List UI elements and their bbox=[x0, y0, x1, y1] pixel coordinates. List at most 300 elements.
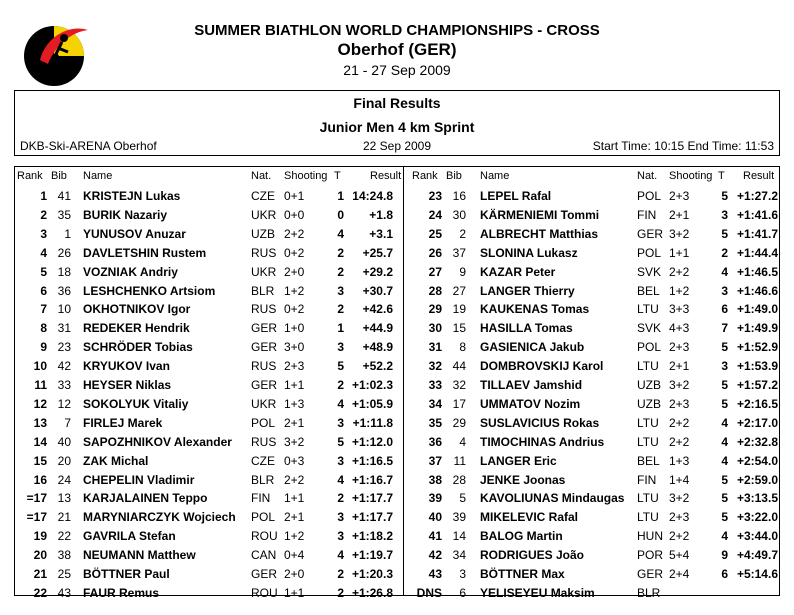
cell-name: LESHCHENKO Artsiom bbox=[83, 283, 216, 298]
cell-nat: GER bbox=[637, 567, 664, 581]
cell-shooting: 2+3 bbox=[669, 189, 690, 203]
cell-result: +1:49.9 bbox=[736, 321, 778, 336]
cell-nat: POL bbox=[637, 189, 662, 203]
cell-nat: UZB bbox=[637, 378, 661, 392]
cell-rank: 9 bbox=[40, 340, 47, 355]
results-table bbox=[14, 166, 780, 600]
table-row bbox=[404, 414, 780, 433]
table-row bbox=[404, 282, 780, 301]
cell-result: +1:26.8 bbox=[351, 585, 393, 600]
cell-shooting: 4+3 bbox=[669, 321, 690, 336]
cell-name: ALBRECHT Matthias bbox=[480, 226, 599, 241]
cell-result: +25.7 bbox=[362, 245, 393, 260]
cell-rank: 30 bbox=[428, 321, 442, 336]
header-result: Result bbox=[370, 170, 402, 182]
cell-nat: BLR bbox=[637, 585, 661, 600]
cell-result: +1:17.7 bbox=[351, 491, 393, 506]
cell-t: 2 bbox=[337, 264, 344, 279]
cell-result: +2:32.8 bbox=[736, 434, 778, 449]
cell-t: 9 bbox=[721, 548, 728, 563]
cell-bib: 16 bbox=[452, 189, 466, 203]
table-row bbox=[15, 376, 403, 395]
cell-bib: 22 bbox=[57, 529, 71, 544]
cell-bib: 2 bbox=[459, 226, 466, 241]
cell-nat: UZB bbox=[637, 396, 661, 411]
cell-result: +4:49.7 bbox=[736, 548, 778, 563]
cell-shooting: 5+4 bbox=[669, 548, 690, 563]
cell-t: 4 bbox=[721, 453, 728, 468]
cell-shooting: 1+2 bbox=[669, 283, 690, 298]
cell-shooting: 0+2 bbox=[284, 302, 305, 317]
cell-result: +1:46.5 bbox=[736, 264, 778, 279]
cell-bib: 26 bbox=[57, 245, 71, 260]
cell-nat: LTU bbox=[637, 415, 659, 430]
venue-title: Oberhof (GER) bbox=[337, 40, 457, 59]
cell-rank: 15 bbox=[33, 453, 47, 468]
cell-bib: 7 bbox=[64, 415, 71, 430]
cell-rank: 14 bbox=[33, 434, 47, 449]
cell-rank: 25 bbox=[428, 226, 442, 241]
cell-result: +42.6 bbox=[362, 302, 393, 317]
cell-t: 1 bbox=[337, 321, 344, 336]
cell-nat: BLR bbox=[251, 472, 275, 487]
cell-name: TIMOCHINAS Andrius bbox=[480, 434, 605, 449]
table-header bbox=[15, 168, 403, 187]
cell-rank: 19 bbox=[33, 529, 47, 544]
cell-name: KAVOLIUNAS Mindaugas bbox=[480, 491, 625, 506]
cell-result: +2:17.0 bbox=[736, 415, 778, 430]
table-row bbox=[15, 300, 403, 319]
cell-name: LANGER Thierry bbox=[480, 283, 575, 298]
cell-shooting: 3+2 bbox=[669, 226, 690, 241]
cell-shooting: 1+4 bbox=[669, 472, 690, 487]
cell-rank: 13 bbox=[33, 415, 47, 430]
cell-bib: 28 bbox=[452, 472, 466, 487]
cell-name: OKHOTNIKOV Igor bbox=[83, 302, 191, 317]
cell-rank: 35 bbox=[428, 415, 442, 430]
cell-nat: RUS bbox=[251, 302, 277, 317]
cell-rank: 1 bbox=[40, 189, 47, 203]
cell-shooting: 2+3 bbox=[669, 340, 690, 355]
cell-bib: 40 bbox=[57, 434, 71, 449]
header-rank: Rank bbox=[412, 170, 438, 182]
cell-bib: 38 bbox=[57, 548, 71, 563]
cell-t: 3 bbox=[337, 340, 344, 355]
cell-rank: 34 bbox=[428, 396, 442, 411]
cell-nat: LTU bbox=[637, 510, 659, 525]
cell-name: KAZAR Peter bbox=[480, 264, 556, 279]
cell-t: 2 bbox=[337, 378, 344, 392]
cell-shooting: 3+0 bbox=[284, 340, 305, 355]
table-row bbox=[404, 433, 780, 452]
cell-result: +1:12.0 bbox=[351, 434, 393, 449]
cell-nat: RUS bbox=[251, 434, 277, 449]
cell-nat: GER bbox=[251, 567, 278, 581]
cell-bib: 44 bbox=[452, 359, 466, 374]
cell-rank: 7 bbox=[40, 302, 47, 317]
cell-rank: 38 bbox=[428, 472, 442, 487]
cell-name: BURIK Nazariy bbox=[83, 207, 168, 222]
cell-t: 3 bbox=[337, 453, 344, 468]
cell-bib: 20 bbox=[57, 453, 71, 468]
cell-shooting: 1+3 bbox=[284, 396, 305, 411]
cell-result: +1:52.9 bbox=[736, 340, 778, 355]
cell-bib: 12 bbox=[57, 396, 71, 411]
cell-bib: 34 bbox=[452, 548, 466, 563]
cell-name: CHEPELIN Vladimir bbox=[83, 472, 195, 487]
table-row bbox=[15, 319, 403, 338]
table-row bbox=[404, 508, 780, 527]
cell-bib: 11 bbox=[453, 453, 466, 468]
table-row bbox=[15, 338, 403, 357]
cell-nat: POL bbox=[637, 340, 662, 355]
cell-rank: 28 bbox=[428, 283, 442, 298]
cell-t: 5 bbox=[721, 396, 728, 411]
cell-result: +2:16.5 bbox=[736, 396, 778, 411]
cell-shooting: 3+2 bbox=[669, 491, 690, 506]
header-rank: Rank bbox=[17, 170, 43, 182]
cell-name: RODRIGUES João bbox=[480, 548, 585, 563]
cell-rank: 33 bbox=[428, 378, 442, 392]
cell-name: LANGER Eric bbox=[480, 453, 557, 468]
cell-rank: 36 bbox=[428, 434, 442, 449]
cell-bib: 35 bbox=[57, 207, 71, 222]
cell-t: 5 bbox=[337, 359, 344, 374]
table-row bbox=[15, 244, 403, 263]
cell-t: 5 bbox=[721, 472, 728, 487]
header-nat: Nat. bbox=[637, 170, 658, 182]
cell-nat: POL bbox=[637, 245, 662, 260]
cell-bib: 37 bbox=[452, 245, 466, 260]
cell-shooting: 2+1 bbox=[669, 359, 690, 374]
cell-t: 3 bbox=[721, 283, 728, 298]
cell-name: KRISTEJN Lukas bbox=[83, 189, 181, 203]
cell-result: +48.9 bbox=[362, 340, 393, 355]
cell-nat: POL bbox=[251, 415, 276, 430]
cell-rank: 31 bbox=[428, 340, 442, 355]
cell-shooting: 2+2 bbox=[669, 529, 690, 544]
cell-t: 7 bbox=[721, 321, 728, 336]
cell-result: +1:17.7 bbox=[351, 510, 393, 525]
cell-name: MIKELEVIC Rafal bbox=[480, 510, 579, 525]
cell-result: +44.9 bbox=[362, 321, 393, 336]
header-bib: Bib bbox=[446, 170, 462, 182]
cell-result: +1:44.4 bbox=[736, 245, 778, 260]
cell-bib: 36 bbox=[57, 283, 71, 298]
cell-nat: RUS bbox=[251, 245, 277, 260]
table-row bbox=[15, 489, 403, 508]
cell-t: 2 bbox=[337, 245, 344, 260]
cell-t: 4 bbox=[337, 548, 344, 563]
cell-result: +52.2 bbox=[362, 359, 393, 374]
cell-shooting: 2+4 bbox=[669, 567, 690, 581]
cell-name: LEPEL Rafal bbox=[480, 189, 552, 203]
cell-name: SUSLAVICIUS Rokas bbox=[480, 415, 600, 430]
cell-rank: 26 bbox=[428, 245, 442, 260]
cell-rank: 5 bbox=[40, 264, 47, 279]
cell-bib: 33 bbox=[57, 378, 71, 392]
cell-shooting: 2+0 bbox=[284, 264, 305, 279]
cell-bib: 17 bbox=[452, 396, 466, 411]
cell-bib: 29 bbox=[452, 415, 466, 430]
cell-rank: 21 bbox=[33, 567, 47, 581]
cell-result: +1:41.6 bbox=[736, 207, 778, 222]
cell-t: 1 bbox=[337, 189, 344, 203]
cell-result: +1:53.9 bbox=[736, 359, 778, 374]
cell-nat: LTU bbox=[637, 434, 659, 449]
cell-shooting: 0+3 bbox=[284, 453, 305, 468]
cell-bib: 13 bbox=[57, 491, 71, 506]
cell-nat: POL bbox=[251, 510, 276, 525]
cell-t: 4 bbox=[721, 415, 728, 430]
cell-result: +1:18.2 bbox=[351, 529, 393, 544]
cell-rank: 24 bbox=[428, 207, 442, 222]
cell-nat: UZB bbox=[251, 226, 275, 241]
cell-t: 6 bbox=[721, 302, 728, 317]
cell-result: +30.7 bbox=[362, 283, 393, 298]
cell-shooting: 2+3 bbox=[669, 510, 690, 525]
cell-nat: GER bbox=[251, 340, 278, 355]
cell-bib: 1 bbox=[64, 226, 71, 241]
cell-bib: 41 bbox=[57, 189, 71, 203]
cell-rank: =17 bbox=[26, 510, 47, 525]
cell-shooting: 0+0 bbox=[284, 207, 305, 222]
table-row bbox=[404, 263, 780, 282]
cell-shooting: 2+2 bbox=[669, 434, 690, 449]
cell-result: +3:22.0 bbox=[736, 510, 778, 525]
cell-t: 3 bbox=[337, 283, 344, 298]
table-row bbox=[404, 471, 780, 490]
cell-rank: 29 bbox=[428, 302, 442, 317]
cell-name: YELISEYEU Maksim bbox=[480, 585, 595, 600]
cell-bib: 4 bbox=[459, 434, 466, 449]
cell-name: HASILLA Tomas bbox=[480, 321, 573, 336]
cell-bib: 9 bbox=[459, 264, 466, 279]
cell-shooting: 0+2 bbox=[284, 245, 305, 260]
header-nat: Nat. bbox=[251, 170, 272, 182]
cell-bib: 10 bbox=[57, 302, 71, 317]
cell-t: 5 bbox=[721, 226, 728, 241]
cell-rank: 2 bbox=[40, 207, 47, 222]
cell-t: 3 bbox=[721, 359, 728, 374]
cell-t: 3 bbox=[337, 415, 344, 430]
table-row bbox=[404, 489, 780, 508]
cell-rank: 27 bbox=[428, 264, 442, 279]
cell-nat: GER bbox=[251, 378, 278, 392]
cell-result: +1:11.8 bbox=[352, 415, 393, 430]
cell-shooting: 1+0 bbox=[284, 321, 305, 336]
cell-t: 4 bbox=[337, 472, 344, 487]
table-row bbox=[15, 508, 403, 527]
table-row bbox=[404, 527, 780, 546]
cell-result: +1:57.2 bbox=[736, 378, 778, 392]
cell-shooting: 3+3 bbox=[669, 302, 690, 317]
cell-bib: 43 bbox=[57, 585, 71, 600]
cell-t: 5 bbox=[721, 510, 728, 525]
cell-result: +1:16.7 bbox=[351, 472, 393, 487]
header-t: T bbox=[334, 170, 341, 182]
cell-nat: CZE bbox=[251, 189, 275, 203]
cell-nat: LTU bbox=[637, 302, 659, 317]
cell-shooting: 2+2 bbox=[284, 226, 305, 241]
cell-bib: 8 bbox=[459, 340, 466, 355]
cell-rank: 41 bbox=[428, 529, 442, 544]
cell-rank: 6 bbox=[40, 283, 47, 298]
cell-name: DAVLETSHIN Rustem bbox=[83, 245, 207, 260]
table-row bbox=[404, 565, 780, 584]
cell-result: +1:19.7 bbox=[351, 548, 393, 563]
cell-bib: 14 bbox=[452, 529, 466, 544]
cell-bib: 23 bbox=[57, 340, 71, 355]
cell-bib: 3 bbox=[459, 567, 466, 581]
header-bib: Bib bbox=[51, 170, 67, 182]
cell-t: 5 bbox=[721, 491, 728, 506]
cell-bib: 19 bbox=[452, 302, 466, 317]
cell-name: NEUMANN Matthew bbox=[83, 548, 196, 563]
cell-t: 5 bbox=[721, 340, 728, 355]
cell-shooting: 2+3 bbox=[284, 359, 305, 374]
cell-rank: 39 bbox=[428, 491, 442, 506]
cell-bib: 30 bbox=[452, 207, 466, 222]
cell-nat: BEL bbox=[637, 283, 660, 298]
cell-rank: 37 bbox=[428, 453, 442, 468]
table-row bbox=[15, 433, 403, 452]
cell-rank: DNS bbox=[416, 585, 442, 600]
table-row bbox=[404, 357, 780, 376]
cell-nat: CZE bbox=[251, 453, 275, 468]
cell-shooting: 2+3 bbox=[669, 396, 690, 411]
header-name: Name bbox=[83, 170, 113, 182]
event-date: 22 Sep 2009 bbox=[362, 139, 432, 153]
cell-t: 2 bbox=[337, 302, 344, 317]
header-shooting: Shooting bbox=[669, 170, 713, 182]
cell-result: +2:59.0 bbox=[736, 472, 778, 487]
cell-t: 2 bbox=[337, 567, 344, 581]
cell-nat: POR bbox=[637, 548, 664, 563]
table-row bbox=[404, 376, 780, 395]
header-result: Result bbox=[743, 170, 775, 182]
cell-name: REDEKER Hendrik bbox=[83, 321, 190, 336]
cell-result: +1:20.3 bbox=[351, 567, 393, 581]
table-row bbox=[15, 187, 403, 206]
cell-nat: SVK bbox=[637, 321, 662, 336]
cell-shooting: 1+1 bbox=[284, 585, 305, 600]
cell-t: 4 bbox=[721, 434, 728, 449]
cell-name: GAVRILA Stefan bbox=[83, 529, 176, 544]
table-row bbox=[15, 565, 403, 584]
table-row bbox=[404, 319, 780, 338]
cell-bib: 6 bbox=[459, 585, 466, 600]
cell-rank: 3 bbox=[40, 226, 47, 241]
table-row bbox=[15, 414, 403, 433]
cell-nat: SVK bbox=[637, 264, 662, 279]
cell-name: HEYSER Niklas bbox=[83, 378, 172, 392]
cell-t: 6 bbox=[721, 567, 728, 581]
table-row bbox=[404, 206, 780, 225]
cell-shooting: 2+2 bbox=[284, 472, 305, 487]
cell-name: MARYNIARCZYK Wojciech bbox=[83, 510, 236, 525]
cell-name: YUNUSOV Anuzar bbox=[83, 226, 186, 241]
venue-name: DKB-Ski-ARENA Oberhof bbox=[20, 139, 157, 153]
cell-rank: =17 bbox=[26, 491, 47, 506]
table-row bbox=[404, 338, 780, 357]
results-title: Final Results bbox=[353, 95, 441, 111]
table-row bbox=[15, 225, 403, 244]
event-info-box bbox=[14, 90, 780, 156]
cell-name: BÖTTNER Paul bbox=[83, 567, 170, 581]
cell-nat: HUN bbox=[637, 529, 663, 544]
cell-name: DOMBROVSKIJ Karol bbox=[480, 359, 604, 374]
cell-t: 3 bbox=[721, 207, 728, 222]
cell-shooting: 2+2 bbox=[669, 415, 690, 430]
cell-nat: LTU bbox=[637, 359, 659, 374]
cell-nat: CAN bbox=[251, 548, 277, 563]
cell-result: +1:27.2 bbox=[736, 189, 778, 203]
cell-bib: 24 bbox=[57, 472, 71, 487]
header-shooting: Shooting bbox=[284, 170, 328, 182]
cell-shooting: 3+2 bbox=[284, 434, 305, 449]
header-name: Name bbox=[480, 170, 510, 182]
cell-shooting: 1+3 bbox=[669, 453, 690, 468]
cell-result: +1:02.3 bbox=[351, 378, 393, 392]
results-column-right bbox=[404, 167, 780, 600]
cell-name: BALOG Martin bbox=[480, 529, 563, 544]
cell-rank: 42 bbox=[428, 548, 442, 563]
cell-shooting: 2+1 bbox=[669, 207, 690, 222]
cell-result: +3:13.5 bbox=[736, 491, 778, 506]
cell-name: BÖTTNER Max bbox=[480, 567, 565, 581]
cell-nat: UKR bbox=[251, 264, 277, 279]
table-row bbox=[404, 584, 780, 603]
cell-result: +1:46.6 bbox=[736, 283, 778, 298]
cell-name: VOZNIAK Andriy bbox=[83, 264, 178, 279]
cell-nat: ROU bbox=[251, 529, 278, 544]
cell-result: +2:54.0 bbox=[736, 453, 778, 468]
cell-bib: 21 bbox=[57, 510, 71, 525]
cell-name: SAPOZHNIKOV Alexander bbox=[83, 434, 232, 449]
cell-result: +29.2 bbox=[362, 264, 393, 279]
cell-result: +1.8 bbox=[369, 207, 393, 222]
cell-name: KÄRMENIEMI Tommi bbox=[480, 207, 600, 222]
table-row bbox=[404, 546, 780, 565]
cell-t: 4 bbox=[721, 529, 728, 544]
cell-result: +1:49.0 bbox=[736, 302, 778, 317]
cell-name: FIRLEJ Marek bbox=[83, 415, 163, 430]
cell-shooting: 1+2 bbox=[284, 529, 305, 544]
cell-rank: 11 bbox=[34, 378, 47, 392]
cell-rank: 23 bbox=[428, 189, 442, 203]
cell-name: SLONINA Lukasz bbox=[480, 245, 578, 260]
cell-rank: 32 bbox=[428, 359, 442, 374]
cell-nat: FIN bbox=[637, 472, 657, 487]
table-row bbox=[15, 584, 403, 603]
cell-t: 4 bbox=[721, 264, 728, 279]
cell-name: SOKOLYUK Vitaliy bbox=[83, 396, 189, 411]
cell-bib: 31 bbox=[57, 321, 71, 336]
cell-shooting: 0+1 bbox=[284, 189, 305, 203]
cell-name: KRYUKOV Ivan bbox=[83, 359, 170, 374]
cell-name: ZAK Michal bbox=[83, 453, 149, 468]
cell-t: 2 bbox=[337, 491, 344, 506]
cell-t: 2 bbox=[721, 245, 728, 260]
cell-rank: 40 bbox=[428, 510, 442, 525]
table-row bbox=[15, 527, 403, 546]
cell-name: TILLAEV Jamshid bbox=[480, 378, 583, 392]
date-range: 21 - 27 Sep 2009 bbox=[343, 62, 451, 78]
cell-bib: 18 bbox=[57, 264, 71, 279]
cell-t: 4 bbox=[337, 226, 344, 241]
cell-bib: 27 bbox=[452, 283, 466, 298]
